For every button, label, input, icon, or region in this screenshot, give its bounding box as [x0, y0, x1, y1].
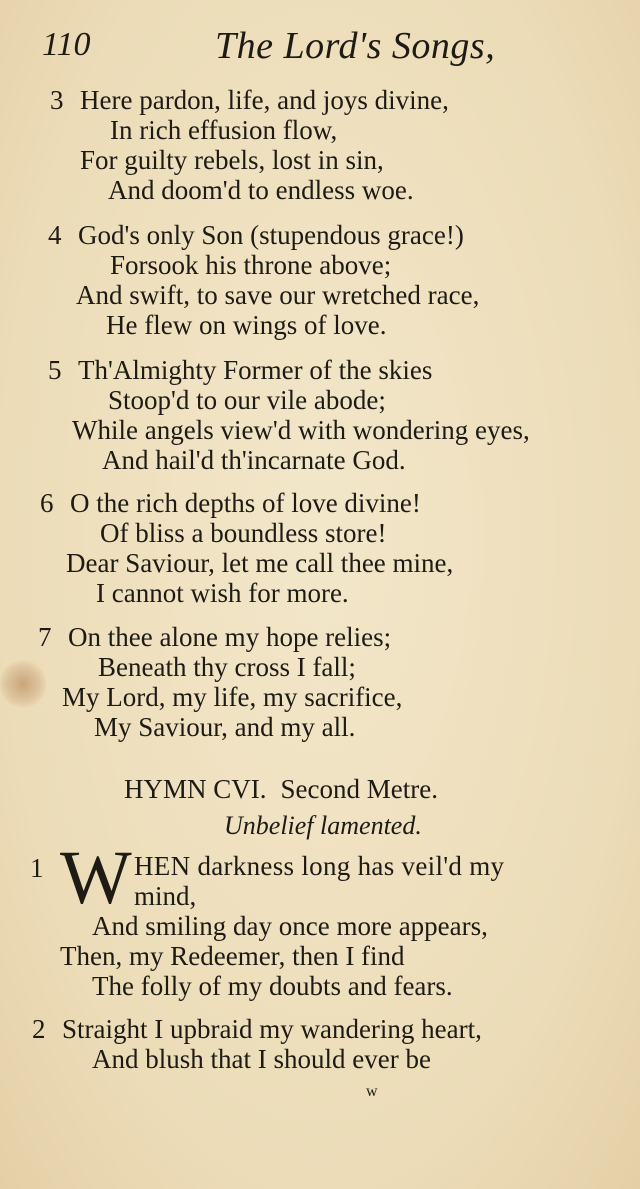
verse-line: And smiling day once more appears, [92, 911, 488, 941]
stanza-number: 4 [48, 220, 62, 250]
stanza-number: 5 [48, 355, 62, 385]
verse-line: Forsook his throne above; [110, 250, 392, 280]
verse-line: HEN darkness long has veil'd my [134, 851, 505, 881]
stanza-number: 2 [32, 1014, 46, 1044]
verse-line: And hail'd th'incarnate God. [102, 445, 406, 475]
verse-line: Of bliss a boundless store! [100, 518, 387, 548]
verse-line: Then, my Redeemer, then I find [60, 941, 405, 971]
verse-line: He flew on wings of love. [106, 310, 387, 340]
verse-line: My Saviour, and my all. [94, 712, 356, 742]
page-header [0, 24, 640, 74]
verse-line: And swift, to save our wretched race, [76, 280, 480, 310]
verse-line: Here pardon, life, and joys divine, [80, 85, 449, 115]
running-title: The Lord's Songs, [215, 25, 496, 67]
drop-capital: W [60, 836, 132, 920]
verse-line: God's only Son (stupendous grace!) [78, 220, 464, 250]
page-number: 110 [42, 26, 91, 63]
verse-line: O the rich depths of love divine! [70, 488, 421, 518]
hymn-heading [124, 774, 438, 805]
verse-line: While angels view'd with wondering eyes, [72, 415, 530, 445]
verse-line: mind, [134, 881, 197, 911]
verse-line: Th'Almighty Former of the skies [78, 355, 433, 385]
stanza-number: 7 [38, 622, 52, 652]
verse-line: Stoop'd to our vile abode; [108, 385, 386, 415]
stanza-number: 6 [40, 488, 54, 518]
verse-line: My Lord, my life, my sacrifice, [62, 682, 403, 712]
verse-line: The folly of my doubts and fears. [92, 971, 453, 1001]
stanza-number: 3 [50, 85, 64, 115]
catchword: w [366, 1083, 378, 1100]
verse-line: Straight I upbraid my wandering heart, [62, 1014, 482, 1044]
verse-line: And blush that I should ever be [92, 1044, 431, 1074]
hymn-metre: Second Metre. [280, 774, 438, 804]
stanza-number: 1 [30, 853, 44, 883]
verse-line: For guilty rebels, lost in sin, [80, 145, 384, 175]
verse-line: And doom'd to endless woe. [108, 175, 414, 205]
verse-line: Beneath thy cross I fall; [98, 652, 356, 682]
hymn-subtitle: Unbelief lamented. [224, 811, 422, 840]
paper-stain [0, 660, 46, 708]
verse-line: On thee alone my hope relies; [68, 622, 392, 652]
hymn-title: HYMN CVI. [124, 774, 267, 804]
verse-line: I cannot wish for more. [96, 578, 349, 608]
verse-line: In rich effusion flow, [110, 115, 338, 145]
verse-line: Dear Saviour, let me call thee mine, [66, 548, 454, 578]
